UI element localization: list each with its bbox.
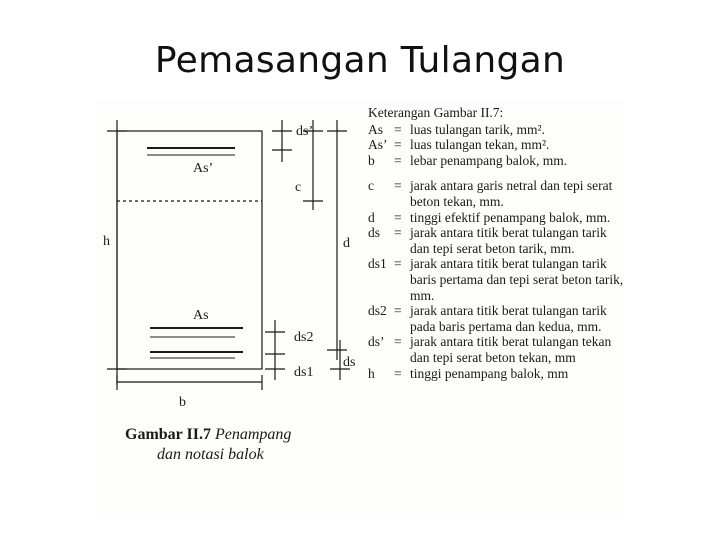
- legend-title: Keterangan Gambar II.7:: [368, 105, 504, 120]
- legend-symbol: ds: [368, 225, 381, 241]
- legend-row: [368, 178, 628, 209]
- legend-equals: =: [394, 152, 402, 168]
- legend-row: [368, 210, 628, 226]
- legend-definition: luas tulangan tarik, mm².: [410, 121, 545, 137]
- label-b: b: [179, 395, 186, 410]
- legend-symbol: h: [368, 365, 375, 381]
- label-As-top: As’: [193, 161, 214, 176]
- legend-symbol: As: [368, 121, 384, 137]
- label-ds-top: ds’: [296, 124, 314, 139]
- legend-equals: =: [394, 137, 402, 153]
- slide-title: Pemasangan Tulangan: [154, 40, 566, 81]
- legend-definition: jarak antara titik berat tulangan tekan dan tepi serat beton tekan, mm: [410, 334, 612, 365]
- legend-equals: =: [394, 121, 402, 137]
- legend-definition: jarak antara garis netral dan tepi serat beton tekan, mm.: [410, 178, 613, 209]
- figure-caption: [125, 425, 335, 465]
- legend-equals: =: [394, 365, 402, 381]
- label-d: d: [343, 236, 350, 251]
- beam-outline: [117, 131, 262, 369]
- legend-row: [368, 303, 628, 334]
- legend-symbol: ds2: [368, 303, 387, 319]
- legend: [368, 105, 628, 381]
- label-ds2: ds2: [294, 330, 314, 345]
- legend-equals: =: [394, 256, 402, 272]
- label-c: c: [295, 180, 302, 195]
- label-ds: ds: [343, 355, 356, 370]
- legend-definition: jarak antara titik berat tulangan tarik dan tepi serat beton tarik, mm.: [410, 225, 607, 256]
- legend-row: [368, 137, 628, 153]
- legend-row: [368, 256, 628, 303]
- label-As-bottom: As: [193, 308, 209, 323]
- legend-equals: =: [394, 303, 402, 319]
- legend-row: [368, 334, 628, 365]
- legend-row: [368, 225, 628, 256]
- label-ds1: ds1: [294, 365, 314, 380]
- caption-number: Gambar II.7: [125, 426, 211, 443]
- legend-definition: lebar penampang balok, mm.: [410, 152, 568, 168]
- legend-equals: =: [394, 334, 402, 350]
- legend-symbol: ds1: [368, 256, 387, 272]
- legend-equals: =: [394, 178, 402, 194]
- legend-row: [368, 366, 628, 382]
- legend-equals: =: [394, 209, 402, 225]
- legend-symbol: c: [368, 178, 374, 194]
- caption-text-2: dan notasi balok: [157, 446, 264, 463]
- legend-definition: tinggi penampang balok, mm: [410, 365, 569, 381]
- legend-equals: =: [394, 225, 402, 241]
- legend-definition: jarak antara titik berat tulangan tarik pada baris pertama dan kedua, mm.: [410, 303, 607, 334]
- legend-definition: tinggi efektif penampang balok, mm.: [410, 209, 611, 225]
- label-h: h: [103, 234, 110, 249]
- scanned-figure: [95, 100, 625, 520]
- legend-row: [368, 153, 628, 169]
- legend-symbol: ds’: [368, 334, 385, 350]
- beam-section-diagram: [95, 100, 370, 420]
- legend-definition: luas tulangan tekan, mm².: [410, 137, 550, 153]
- legend-symbol: As’: [368, 137, 388, 153]
- caption-text-1: Penampang: [214, 426, 292, 443]
- legend-definition: jarak antara titik berat tulangan tarik baris pertama dan tepi serat beton tarik, mm.: [410, 256, 624, 303]
- legend-row: [368, 122, 628, 138]
- legend-symbol: d: [368, 209, 375, 225]
- legend-symbol: b: [368, 152, 375, 168]
